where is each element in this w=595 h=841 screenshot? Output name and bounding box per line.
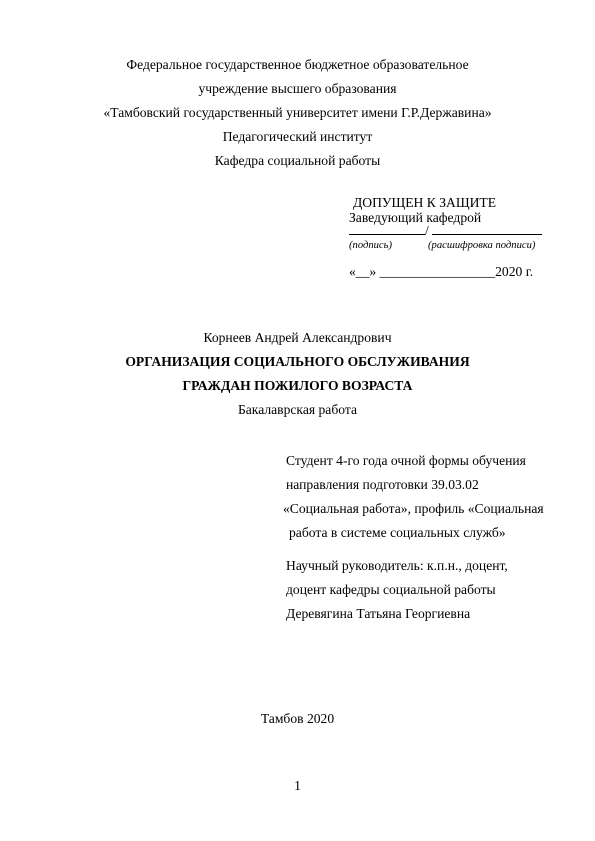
signature-decode-line bbox=[432, 234, 542, 235]
signature-separator: / bbox=[425, 223, 429, 238]
approval-title: ДОПУЩЕН К ЗАЩИТЕ bbox=[353, 195, 496, 210]
institution-line-2: учреждение высшего образования bbox=[198, 81, 397, 96]
approval-role: Заведующий кафедрой bbox=[349, 210, 482, 225]
page-number: 1 bbox=[294, 778, 301, 793]
approval-date-line: «__» _________________2020 г. bbox=[349, 264, 534, 279]
city-year: Тамбов 2020 bbox=[260, 711, 335, 726]
signature-decode-caption: (расшифровка подписи) bbox=[428, 240, 536, 251]
student-line-1: Студент 4-го года очной формы обучения bbox=[286, 453, 526, 468]
student-line-3: «Социальная работа», профиль «Социальная bbox=[283, 501, 544, 516]
department-name: Кафедра социальной работы bbox=[214, 153, 381, 168]
work-type: Бакалаврская работа bbox=[237, 402, 358, 417]
supervisor-line-2: доцент кафедры социальной работы bbox=[286, 582, 496, 597]
author-name: Корнеев Андрей Александрович bbox=[203, 330, 392, 345]
student-line-2: направления подготовки 39.03.02 bbox=[286, 477, 479, 492]
student-line-4: работа в системе социальных служб» bbox=[289, 525, 506, 540]
institution-line-1: Федеральное государственное бюджетное образовательное bbox=[126, 57, 469, 72]
signature-caption: (подпись) bbox=[349, 240, 392, 251]
thesis-title-line-1: ОРГАНИЗАЦИЯ СОЦИАЛЬНОГО ОБСЛУЖИВАНИЯ bbox=[125, 354, 470, 369]
supervisor-line-1: Научный руководитель: к.п.н., доцент, bbox=[286, 558, 508, 573]
university-name: «Тамбовский государственный университет имени Г.Р.Державина» bbox=[103, 105, 492, 120]
institute-name: Педагогический институт bbox=[222, 129, 373, 144]
supervisor-name: Деревягина Татьяна Георгиевна bbox=[286, 606, 471, 621]
thesis-title-line-2: ГРАЖДАН ПОЖИЛОГО ВОЗРАСТА bbox=[182, 378, 413, 393]
signature-line bbox=[349, 234, 425, 235]
